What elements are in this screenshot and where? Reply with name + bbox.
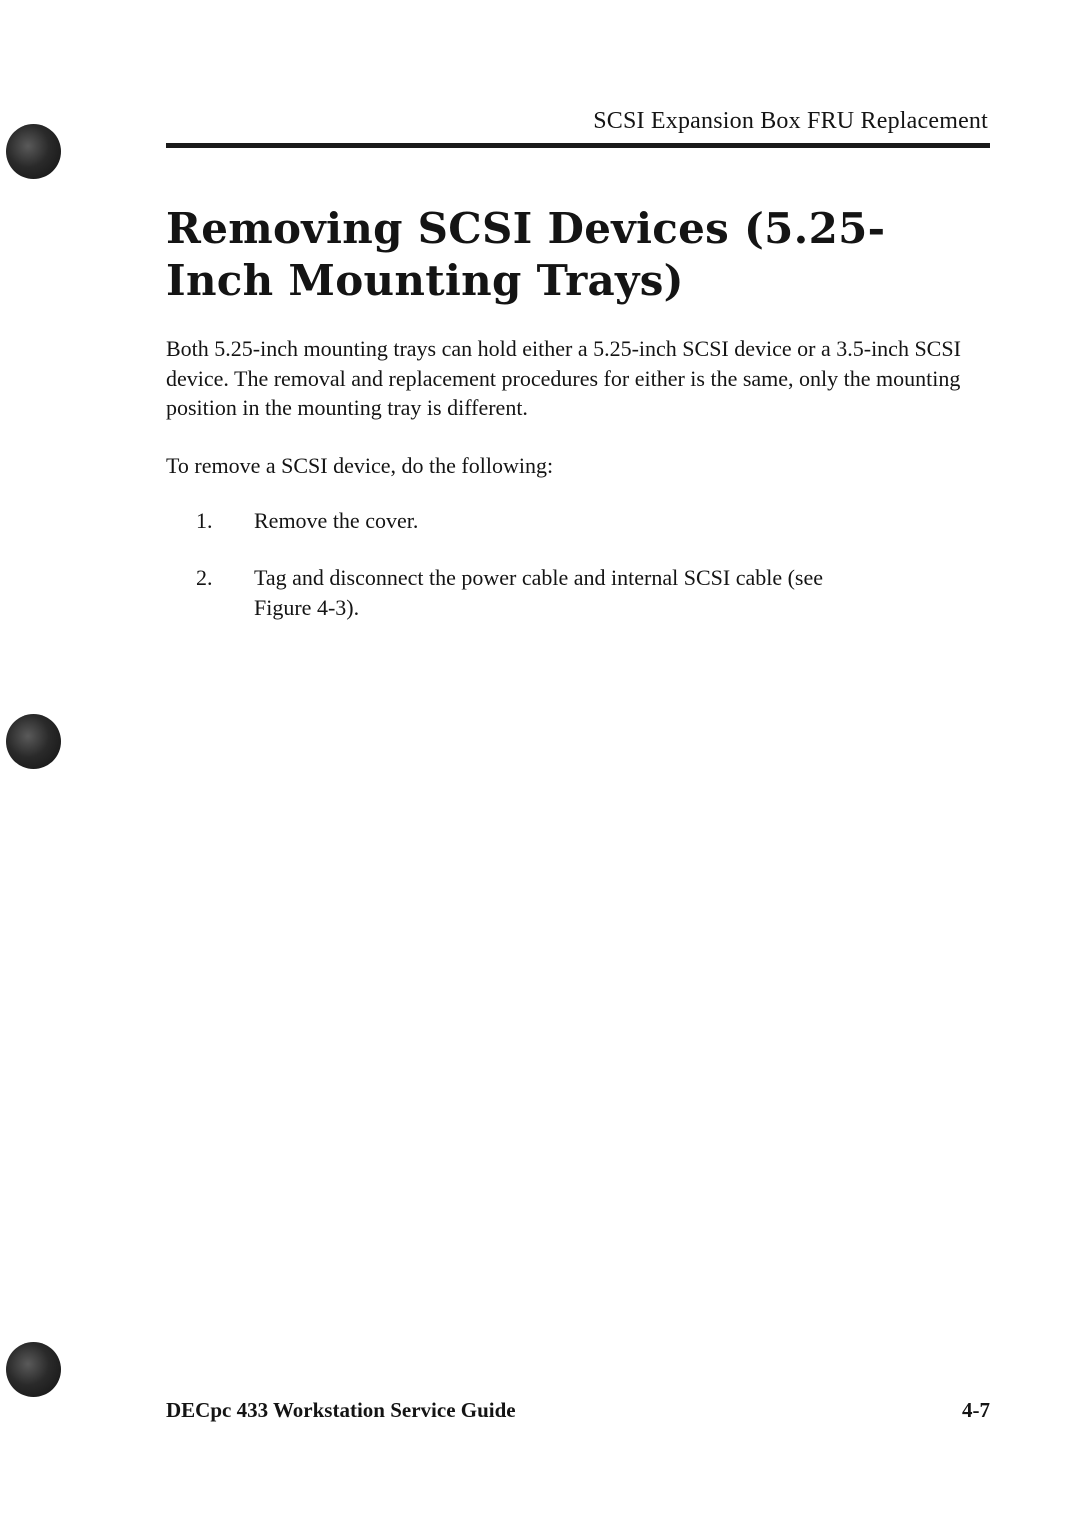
binder-hole-middle (6, 714, 61, 769)
intro-paragraph: Both 5.25-inch mounting trays can hold either a 5.25-inch SCSI device or a 3.5-inch SCSI device. The removal and replacement procedures for either is the same, only the mounting position in the mounting tray is different. (166, 336, 961, 420)
step-text: Remove the cover. (254, 508, 419, 533)
footer-book-title: DECpc 433 Workstation Service Guide (166, 1398, 516, 1422)
binder-hole-top (6, 124, 61, 179)
lead-in-paragraph: To remove a SCSI device, do the following: (166, 453, 554, 478)
header-rule (166, 143, 990, 148)
binder-hole-bottom (6, 1342, 61, 1397)
running-head: SCSI Expansion Box FRU Replacement (593, 108, 988, 134)
step-text: Tag and disconnect the power cable and internal SCSI cable (see Figure 4-3). (254, 565, 824, 620)
section-title: Removing SCSI Devices (5.25-Inch Mounting Trays) (166, 204, 886, 305)
footer-page-number: 4-7 (962, 1398, 990, 1422)
step-number: 1. (196, 508, 213, 533)
step-number: 2. (196, 565, 213, 590)
